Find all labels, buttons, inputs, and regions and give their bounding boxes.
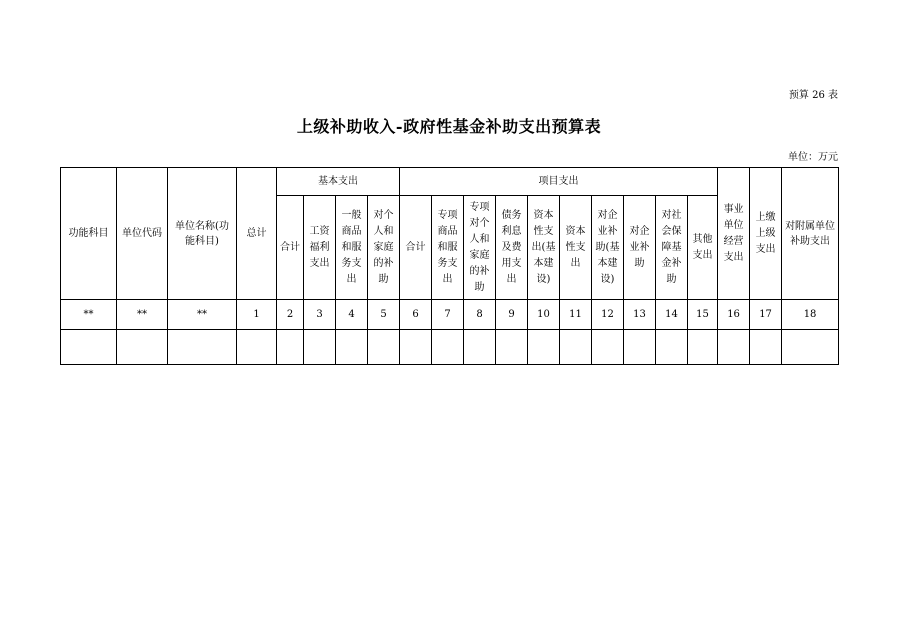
header-basic-goods-text: 一般商品和服务支出 [341,209,362,285]
header-total: 总计 [237,168,277,300]
data-cell [61,330,117,365]
data-cell [117,330,168,365]
data-cell [718,330,750,365]
header-project-sum-text: 合计 [405,241,426,253]
header-unit-code: 单位代码 [117,168,168,300]
header-project-group: 项目支出 [400,168,718,196]
index-cell: 17 [750,300,782,330]
header-func-subject: 功能科目 [61,168,117,300]
header-unit-name [168,168,237,300]
form-number: 预算 26 表 [788,90,838,101]
index-cell: 7 [432,300,464,330]
header-basic-personal-text: 对个人和家庭的补助 [373,209,394,285]
index-cell: 2 [277,300,304,330]
data-cell [277,330,304,365]
data-cell [304,330,336,365]
index-cell: 18 [782,300,839,330]
data-cell [496,330,528,365]
unit-label: 单位：万元 [788,152,838,163]
header-project-other [688,196,718,300]
index-cell: 4 [336,300,368,330]
header-basic-personal [368,196,400,300]
header-project-debt-text: 债务利息及费用支出 [501,209,522,285]
header-project-ent-text: 对企业补助 [629,225,650,269]
data-cell [750,330,782,365]
index-cell: 12 [592,300,624,330]
table-row [61,330,839,365]
header-project-debt [496,196,528,300]
header-project-social-text: 对社会保障基金补助 [661,209,682,285]
header-project-sum [400,196,432,300]
header-project-ent-build [592,196,624,300]
header-project-personal-text: 专项对个人和家庭的补助 [469,201,490,293]
header-basic-goods [336,196,368,300]
budget-table [60,167,839,365]
data-cell [168,330,237,365]
data-cell [560,330,592,365]
index-cell: ** [168,300,237,330]
data-cell [688,330,718,365]
index-cell: ** [117,300,168,330]
data-cell [432,330,464,365]
header-project-goods [432,196,464,300]
header-project-ent [624,196,656,300]
index-cell: 5 [368,300,400,330]
data-cell [624,330,656,365]
data-cell [464,330,496,365]
index-cell: 6 [400,300,432,330]
index-cell: 10 [528,300,560,330]
header-project-goods-text: 专项商品和服务支出 [437,209,458,285]
header-basic-sum [277,196,304,300]
header-unit-name-text: 单位名称(功能科目) [175,220,229,247]
header-basic-wages-text: 工资福利支出 [309,225,330,269]
data-cell [237,330,277,365]
index-cell: 13 [624,300,656,330]
header-project-capital-text: 资本性支出 [565,225,586,269]
data-cell [400,330,432,365]
header-upper-pay-text: 上缴上级支出 [755,211,776,255]
header-project-capital-build [528,196,560,300]
index-cell: 9 [496,300,528,330]
header-basic-sum-text: 合计 [280,241,300,253]
header-upper-pay [750,168,782,300]
header-basic-wages [304,196,336,300]
header-project-personal [464,196,496,300]
header-project-other-text: 其他支出 [692,233,713,261]
index-cell: 16 [718,300,750,330]
header-affiliated [782,168,839,300]
index-cell: 15 [688,300,718,330]
data-cell [368,330,400,365]
header-biz-ops [718,168,750,300]
page-title: 上级补助收入-政府性基金补助支出预算表 [296,117,602,136]
header-project-ent-build-text: 对企业补助(基本建设) [595,209,620,285]
header-affiliated-text: 对附属单位补助支出 [785,220,836,247]
data-cell [656,330,688,365]
data-cell [528,330,560,365]
header-project-capital [560,196,592,300]
header-basic-group: 基本支出 [277,168,400,196]
header-biz-ops-text: 事业单位经营支出 [723,203,744,263]
index-cell: 14 [656,300,688,330]
index-cell: ** [61,300,117,330]
index-row [61,300,839,330]
header-project-social [656,196,688,300]
data-cell [782,330,839,365]
data-cell [336,330,368,365]
header-project-capital-build-text: 资本性支出(基本建设) [531,209,556,285]
data-cell [592,330,624,365]
index-cell: 1 [237,300,277,330]
index-cell: 3 [304,300,336,330]
index-cell: 11 [560,300,592,330]
index-cell: 8 [464,300,496,330]
